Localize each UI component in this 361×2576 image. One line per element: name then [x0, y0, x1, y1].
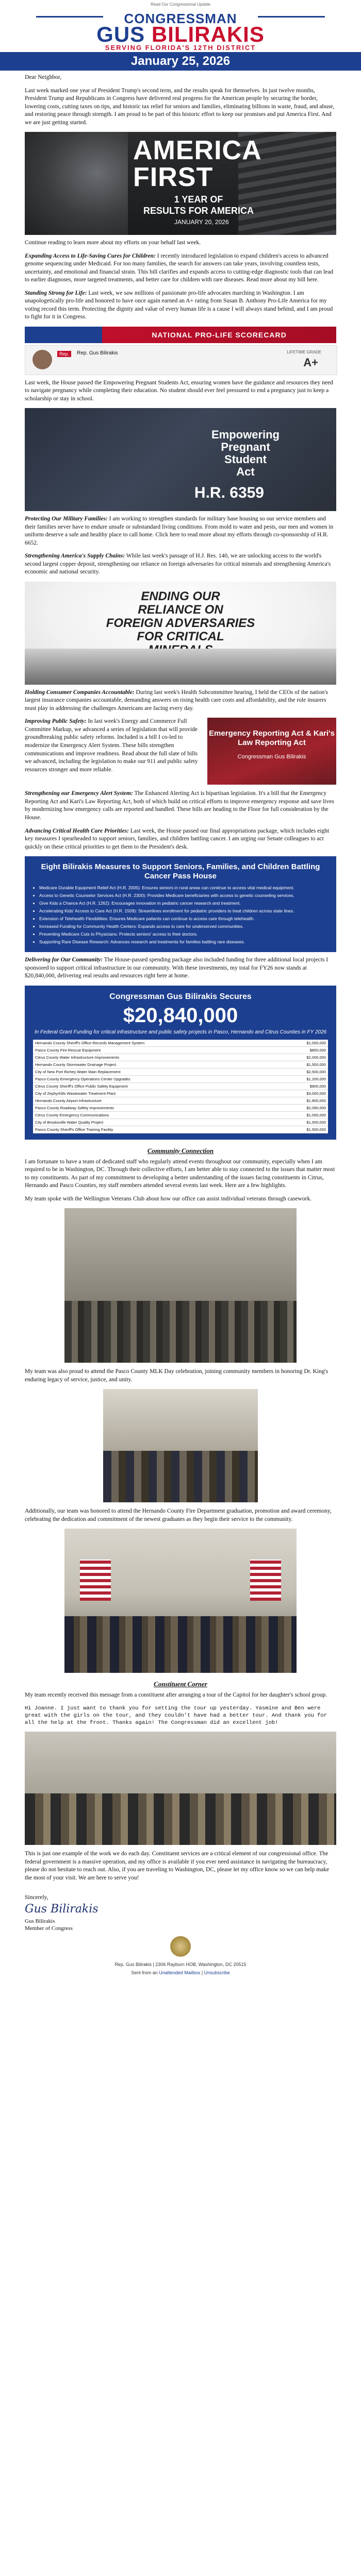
list-item: • Give Kids a Chance Act (H.R. 1262): Encourages innovation in pediatric cancer research and treatment. [39, 901, 329, 906]
paragraph-safety: Improving Public Safety: In last week's Energy and Commerce Full Committee Markup, we advanced a series of legislation that will provide groundbreaking public safety reforms. Included is a bill I co-led to modernize the Emergency Alert System. These bills strengthen communications and improve readiness. Read about the full slate of bills we advanced, including the legislation to make our 911 and public safety resources stronger and more reliable. [25, 718, 198, 773]
header-name [0, 22, 361, 47]
rep-badge: Rep. [57, 351, 71, 357]
table-row: Pasco County Emergency Operations Center Upgrades $1,200,000 [33, 1075, 328, 1082]
measures-panel [25, 856, 336, 952]
header-name-last: BILIRAKIS [151, 22, 265, 46]
unsubscribe-link[interactable]: Unsubscribe [204, 1970, 230, 1976]
table-row: City of New Port Richey Water Main Replacement $2,500,000 [33, 1068, 328, 1075]
date-bar: January 25, 2026 [0, 52, 361, 71]
community-heading: Community Connection [147, 1146, 214, 1155]
scorecard-grade: A+ [303, 355, 318, 369]
continue-reading: Continue reading to learn more about my efforts on your behalf last week. [25, 240, 201, 246]
paragraph-consumer: Holding Consumer Companies Accountable: During last week's Health Subcommittee hearing, I held the CEOs of the nation's largest insurance companies accountable, demanding answers on rising health care costs and affordability, and the role insurers must play in addressing the challenges Americans are facing every day. [25, 689, 328, 711]
table-row: Citrus County Emergency Communications $1,000,000 [33, 1111, 328, 1118]
funding-sub: In Federal Grant Funding for critical infrastructure and public safety projects in Pasco, Hernando and Citrus Counties in FY 2026 [34, 1029, 327, 1035]
paragraph-military: Protecting Our Military Families: I am working to strengthen standards for military base housing so our service members and their families never have to endure unsafe or substandard living conditions. From mold to water and pests, our men and women in uniform deserve a safe and healthy place to call home. Click here to read more about my efforts through co-sponsorship of H.R. 6652. [25, 516, 334, 546]
pregnant-act-bill: H.R. 6359 [194, 484, 264, 502]
list-item: • Supporting Rare Disease Research: Advances research and treatments for families battling rare diseases. [39, 939, 329, 945]
list-item: • Preventing Medicare Cuts to Physicians: Protects seniors' access to their doctors. [39, 931, 329, 937]
mlk-people [103, 1451, 258, 1502]
veterans-club-photo [64, 1208, 297, 1363]
paragraph-pregnant: Last week, the House passed the Empowering Pregnant Students Act, ensuring women have the guidance and resources they need to navigate pregnancy while completing their education. No student should ever feel pressured to end a pregnancy just to keep a scholarship or stay in school. [25, 379, 333, 402]
scorecard-rep-name: Rep. Gus Bilirakis [77, 350, 118, 356]
content [0, 74, 361, 1980]
scorecard-card [25, 345, 337, 375]
footer-unsubscribe: Sent from an Unattended Mailbox | Unsubscribe [131, 1970, 230, 1976]
capitol-tour-photo [25, 1732, 336, 1845]
intro-paragraph: Last week marked one year of President Trump's second term, and the results speak for themselves. In just twelve months, President Trump and Republicans in Congress have delivered real progress for the American people by securing the border, lowering costs, cutting taxes on tips, and historic tax relief for seniors and families, eliminating billions in waste, fraud, and abuse, and restoring peace through strength. I am proud to be part of this historic effort to keep our promises and put America First. And we are just getting started. [25, 87, 335, 126]
footer [25, 1887, 336, 1980]
paragraph-celebrate: I am fortunate to have a team of dedicated staff who regularly attend events throughout our community, especially when I am required to be in Washington, DC. Through their collective efforts, I am better able to stay connected to the issues that matter most to my constituents. As part of my commitment to developing a better understanding of the issues facing constituents in Citrus, Hernando and Pasco Counties, my staff members attended several events last week. Here are a few highlights. [25, 1158, 335, 1189]
paragraph-mlk: My team was also proud to attend the Pasco County MLK Day celebration, joining community members in honoring Dr. King's enduring legacy of service, justice, and unity. [25, 1368, 329, 1383]
list-item: • Increased Funding for Community Health Centers: Expands access to care for underserved communities. [39, 924, 329, 929]
paragraph-cures: Expanding Access to Life-Saving Cures for Children: I recently introduced legislation to expand children's access to advanced genome sequencing under Medicaid. For too many families, the search for answers can take years, involving countless tests, uncertainty, and emotional and financial strain. This bill clarifies and expands access to cutting-edge diagnostic tools that can lead to earlier diagnoses, more targeted treatments, and better care for children with rare diseases. Read more about my bill here. [25, 252, 334, 283]
paragraph-constituent: My team recently received this message from a constituent after arranging a tour of the Capitol for her daughter's school group. [25, 1692, 327, 1699]
greeting: Dear Neighbor, [25, 74, 62, 80]
avatar [32, 350, 52, 369]
flag-right [250, 1560, 281, 1601]
america-first-subtitle: 1 YEAR OF RESULTS FOR AMERICA [143, 194, 254, 216]
scorecard-logo [25, 327, 102, 343]
table-row: Hernando County Sheriff's Office Records Management System $1,000,000 [33, 1040, 328, 1047]
paragraph-staff-veterans: My team spoke with the Wellington Veterans Club about how our office can assist individual veterans through casework. [25, 1195, 312, 1202]
minerals-rocks [25, 649, 336, 685]
critical-minerals-graphic [25, 582, 336, 685]
emergency-title: Emergency Reporting Act & Kari's Law Reporting Act [209, 729, 335, 748]
paragraph-fire: Additionally, our team was honored to attend the Hernando County Fire Department graduation, promotion and award ceremony, celebrating the dedication and commitment of the newest graduates as they begin their service to the community. [25, 1508, 332, 1522]
signature-name: Gus Bilirakis [25, 1918, 55, 1925]
sincerely: Sincerely, [25, 1894, 48, 1901]
paragraph-life: Standing Strong for Life: Last week, we saw millions of passionate pro-life advocates marching in Washington. I am unapologetically pro-life and honored to have once again earned an A+ rating from Susan B. Anthony Pro-Life America for my voting record this term. Protecting the dignity and value of every human life is a cause I will always stand behind, and I am proud to fight for it in Congress. [25, 290, 333, 320]
minerals-title: ENDING OUR RELIANCE ON FOREIGN ADVERSARIES FOR CRITICAL [106, 589, 255, 643]
congressional-seal-icon [170, 1936, 191, 1957]
list-item: • Access to Genetic Counselor Services Act (H.R. 2300): Provides Medicare beneficiaries with access to genetic counseling services. [39, 893, 329, 899]
president-photo [25, 132, 128, 235]
america-first-graphic [25, 132, 336, 235]
table-row: City of Brooksville Water Quality Project $1,500,000 [33, 1118, 328, 1126]
list-item: • Accelerating Kids' Access to Care Act (H.R. 1509): Streamlines enrollment for pediatric providers to treat children across state lines. [39, 908, 329, 914]
veterans-crowd [64, 1301, 297, 1363]
america-first-dates: JANUARY 20, 2026 [174, 218, 229, 226]
constituent-quote: Hi Joanne. I just want to thank you for setting the tour up yesterday. Yasmine and Ben were great with the girls on the tour, and they couldn't have had a better tour. And thank you for all the help at the front. Thanks again! The Congressman did an excellent job! [25, 1705, 327, 1726]
table-row: Pasco County Fire Rescue Equipment $850,000 [33, 1046, 328, 1054]
unattended-mailbox-link[interactable]: Unattended Mailbox [159, 1970, 201, 1976]
scorecard-lifetime-label: LIFETIME GRADE [287, 349, 321, 354]
flag-left [80, 1560, 111, 1601]
fire-department-photo [64, 1529, 297, 1673]
pregnant-act-title: Empowering Pregnant Student Act [211, 428, 280, 479]
america-first-title: AMERICA FIRST [133, 135, 262, 193]
header-name-first: GUS [96, 22, 152, 46]
list-item: • Medicare Durable Equipment Relief Act (H.R. 2005): Ensures seniors in rural areas can continue to access vital medical equipment. [39, 885, 329, 891]
paragraph-closing: This is just one example of the work we do each day. Constituent services are a critical element of our congressional office. The federal government is a massive operation, and my office is available if you ever need assistance in navigating the bureaucracy, please do not hesitate to reach out. Also, if you are traveling to Washington, DC, please let my office know so we can help make the most of your visit. We are here to serve you! [25, 1851, 330, 1881]
funding-panel [25, 986, 336, 1140]
table-row: Hernando County Airport Infrastructure $1,800,000 [33, 1097, 328, 1104]
table-row: Pasco County Roadway Safety Improvements $2,090,000 [33, 1104, 328, 1111]
scorecard-title: NATIONAL PRO-LIFE SCORECARD [152, 330, 287, 339]
signature: Gus Bilirakis [25, 1903, 99, 1916]
mlk-day-photo [103, 1389, 258, 1502]
footer-address: Rep. Gus Bilirakis | 2306 Rayburn HOB, Washington, DC 20515 [114, 1962, 247, 1968]
paragraph-community: Delivering for Our Community: The House-passed spending package also included funding for three additional local projects I sponsored to support critical infrastructure in our community. With these investments, my total for FY26 now stands at $20,840,000, delivering real results and resources right here at home. [25, 957, 329, 979]
funding-head: Congressman Gus Bilirakis Secures [109, 992, 252, 1001]
table-row: City of Zephyrhills Wastewater Treatment Plant $3,000,000 [33, 1090, 328, 1097]
funding-table [33, 1040, 328, 1133]
table-row: Pasco County Sheriff's Office Training Facility $1,500,000 [33, 1126, 328, 1133]
funding-amount: $20,840,000 [123, 1004, 238, 1027]
table-row: Citrus County Water Infrastructure Improvements $2,000,000 [33, 1054, 328, 1061]
header-tagline: SERVING FLORIDA'S 12TH DISTRICT [105, 44, 256, 52]
paragraph-strengthening: Strengthening our Emergency Alert System: The Enhanced Alerting Act is bipartisan legislation. It's a bill that the Emergency Reporting Act and Kari's Law Reporting Act, both of which build on critical efforts to improve emergency response and save lives by modernizing how emergency calls are reported and handled. These bills are heading to the Floor for full consideration by the House. [25, 790, 334, 821]
fire-graduates [64, 1616, 297, 1673]
list-item: • Extension of Telehealth Flexibilities: Ensures Medicare patients can continue to access care through telehealth. [39, 916, 329, 922]
tour-group [25, 1793, 336, 1845]
constituent-heading: Constituent Corner [154, 1680, 207, 1688]
emergency-subtitle: Congressman Gus Bilirakis [237, 754, 306, 760]
safety-row [25, 718, 336, 785]
paragraph-priorities: Advancing Critical Health Care Priorities: Last week, the House passed our final appropriations package, which includes eight key measures I spearheaded to support seniors, families, and children battling cancer. I am urging our Senate colleagues to act quickly on these critical priorities to get them to the President's desk. [25, 827, 330, 850]
table-row: Citrus County Sheriff's Office Public Safety Equipment $900,000 [33, 1082, 328, 1090]
header-congressman: CONGRESSMAN [124, 11, 237, 26]
paragraph-supply: Strengthening America's Supply Chains: While last week's passage of H.J. Res. 140, we are unlocking access to the world's second largest copper deposit, strengthening our reliance on foreign adversaries for critical minerals and strengthening America's economic and national security. [25, 553, 331, 575]
measures-title: Eight Bilirakis Measures to Support Seniors, Families, and Children Battling Cancer Pass House [41, 862, 320, 881]
signature-title: Member of Congress [25, 1925, 73, 1932]
emergency-reporting-graphic [207, 718, 336, 785]
pregnant-student-act-graphic [25, 408, 336, 511]
table-row: Hernando County Stormwater Drainage Project $1,500,000 [33, 1061, 328, 1068]
pro-life-scorecard-banner [25, 327, 336, 343]
newsletter-header [0, 8, 361, 52]
measures-list [32, 885, 329, 945]
preheader-link[interactable]: Read Our Congressional Update [150, 2, 211, 7]
